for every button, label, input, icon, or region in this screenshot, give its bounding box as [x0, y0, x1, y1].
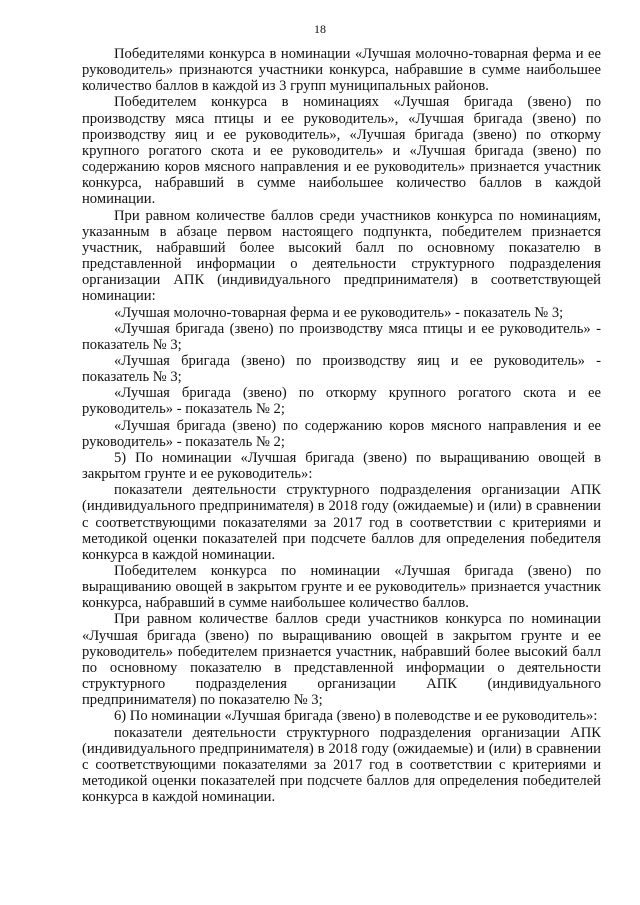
paragraph: При равном количестве баллов среди участников конкурса по номинациям, указанным в абзаце первом настоящего подпункта, победителем признается участник, набравший более высокий балл по основному показателю в представленной информации о деятельности структурного подразделения организации АПК (индивидуального предпринимателя) в соответствующей номинации: — [82, 207, 601, 305]
paragraph: При равном количестве баллов среди участников конкурса по номинации «Лучшая бригада (звено) по выращиванию овощей в закрытом грунте и ее руководитель» победителем признается участник, набравший более высокий балл по основному показателю в представленной информации о деятельности структурного подразделения организации АПК (индивидуального предпринимателя) по показателю № 3; — [82, 611, 601, 709]
document-body — [82, 46, 601, 805]
list-item: «Лучшая бригада (звено) по содержанию коров мясного направления и ее руководитель» - показатель № 2; — [82, 417, 601, 450]
paragraph: Победителями конкурса в номинации «Лучшая молочно-товарная ферма и ее руководитель» признаются участники конкурса, набравшие в сумме наибольшее количество баллов в каждой из 3 групп муниципальных районов. — [82, 46, 601, 95]
list-item: «Лучшая молочно-товарная ферма и ее руководитель» - показатель № 3; — [114, 304, 564, 321]
list-item: «Лучшая бригада (звено) по производству яиц и ее руководитель» - показатель № 3; — [82, 352, 601, 386]
list-item: «Лучшая бригада (звено) по производству мяса птицы и ее руководитель» - показатель № 3; — [82, 320, 601, 353]
list-item: «Лучшая бригада (звено) по откорму крупного рогатого скота и ее руководитель» - показатель № 2; — [82, 385, 601, 418]
paragraph: Победителем конкурса по номинации «Лучшая бригада (звено) по выращиванию овощей в закрытом грунте и ее руководитель» признается участник конкурса, набравший в сумме наибольшее количество баллов. — [82, 563, 601, 612]
paragraph: показатели деятельности структурного подразделения организации АПК (индивидуального предпринимателя) в 2018 году (ожидаемые) и (или) в сравнении с соответствующими показателями за 2017 год в соответствии с критериями и методикой оценки показателей при подсчете баллов для определения победителя конкурса в каждой номинации. — [82, 482, 601, 563]
paragraph: Победителем конкурса в номинациях «Лучшая бригада (звено) по производству мяса птицы и ее руководитель», «Лучшая бригада (звено) по производству яиц и ее руководитель», «Лучшая бригада (звено) по откорму крупного рогатого скота и ее руководитель» и «Лучшая бригада (звено) по содержанию коров мясного направления и ее руководитель» признается участник конкурса, набравший в сумме наибольшее количество баллов в каждой номинации. — [82, 94, 601, 208]
page-number: 18 — [314, 22, 326, 36]
paragraph: показатели деятельности структурного подразделения организации АПК (индивидуального предпринимателя) в 2018 году (ожидаемые) и (или) в сравнении с соответствующими показателями за 2017 год в соответствии с критериями и методикой оценки показателей при подсчете баллов для определения победителей конкурса в каждой номинации. — [82, 724, 601, 806]
section-heading: 6) По номинации «Лучшая бригада (звено) в полеводстве и ее руководитель»: — [114, 708, 598, 725]
section-heading: 5) По номинации «Лучшая бригада (звено) по выращиванию овощей в закрытом грунте и ее руководитель»: — [82, 449, 601, 483]
